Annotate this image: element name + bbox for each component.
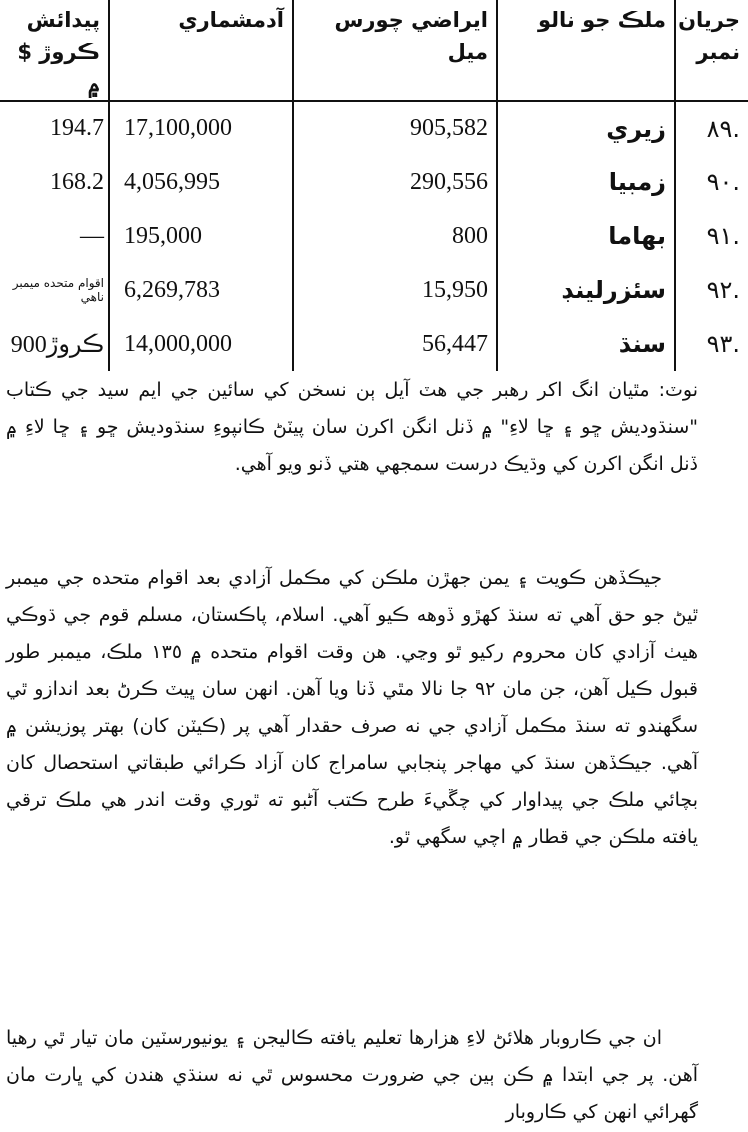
body-paragraph: جيڪڏهن ڪويت ۽ يمن جهڙن ملڪن کي مڪمل آزادي بعد اقوام متحده جي ميمبر ٿيڻ جو حق آهي ته سنڌ کهڙو ڏوهه ڪيو آهي. اسلام، پاڪستان، مسلم قوم جي ڌوڪي هيٺ آزادي کان محروم رکيو ٿو وڃي. هن وقت اقوام متحده ۾ ١٣٥ ملڪ، ميمبر طور قبول ڪيل آهن، جن مان ٩٢ جا نالا مٿي ڏنا ويا آهن. انهن سان ڀيٽ ڪرڻ بعد اندازو ٿي سگهندو ته سنڌ مڪمل آزادي جي نه صرف حقدار آهي پر (ڪيٽن کان) بهتر پوزيشن ۾ آهي. جيڪڏهن سنڌ کي مهاجر پنجابي سامراج کان آزاد ڪرائي طبقاتي استحصال کان بچائي ملڪ جي پيداوار کي چڱيءَ طرح ڪتب آڻبو ته ٿوري وقت اندر هي ملڪ ترقي يافته ملڪن جي قطار ۾ اچي سگهي ٿو. <box>6 567 698 848</box>
cell-population: 14,000,000 <box>109 317 293 371</box>
table-row <box>0 263 748 317</box>
body-paragraph: ان جي ڪاروبار هلائڻ لاءِ هزارها تعليم يافته ڪاليجن ۽ يونيورسٽين مان تيار ٿي رهيا آهن. پر جي ابتدا ۾ ڪن ٻين جي ضرورت محسوس ٿي نه سنڌي هندن کي ڀارت مان گهرائي انهن کي ڪاروبار <box>6 1027 698 1123</box>
cell-country: سئزرلينڊ <box>497 263 675 317</box>
cell-gdp-value: 168.2 <box>50 168 104 195</box>
cell-gdp <box>0 209 109 263</box>
cell-country: زمبيا <box>497 155 675 209</box>
cell-population: 17,100,000 <box>109 101 293 155</box>
table-row <box>0 155 748 209</box>
table-footnote: نوٽ: مٿيان انگ اکر رهبر جي هٽ آيل ٻن نسخن کي سائين جي ايم سيد جي ڪتاب "سنڌوديش ڇو ۽ ڇا لاءِ" ۾ ڏنل انگن اکرن سان پيٽڻ ڪانپوءِ سنڌوديش ڇو ۽ ڇا لاءِ ۾ ڏنل انگن اکرن کي وڌيڪ درست سمجهي هتي ڏنو ويو آهي. <box>6 379 698 475</box>
cell-gdp <box>0 155 109 209</box>
cell-serial: .٩٠ <box>675 155 748 209</box>
cell-gdp-value: 900ڪروڙ <box>10 331 104 358</box>
cell-area: 15,950 <box>293 263 497 317</box>
cell-country: بهاما <box>497 209 675 263</box>
cell-gdp <box>0 263 109 317</box>
table-row <box>0 209 748 263</box>
cell-serial: .٩٣ <box>675 317 748 371</box>
cell-area: 905,582 <box>293 101 497 155</box>
cell-gdp <box>0 317 109 371</box>
cell-gdp <box>0 101 109 155</box>
table-row <box>0 101 748 155</box>
header-area: ايراضي چورس ميل <box>293 0 497 101</box>
header-country: ملڪ جو نالو <box>497 0 675 101</box>
header-population: آدمشماري <box>109 0 293 101</box>
cell-gdp-value: — <box>80 222 104 249</box>
cell-area: 800 <box>293 209 497 263</box>
cell-population: 195,000 <box>109 209 293 263</box>
cell-country: سنڌ <box>497 317 675 371</box>
cell-serial: .٩٢ <box>675 263 748 317</box>
table-header <box>0 0 748 101</box>
cell-population: 4,056,995 <box>109 155 293 209</box>
cell-serial: .٩١ <box>675 209 748 263</box>
header-gdp: پيدائش ڪروڙ $ ۾ <box>0 0 109 101</box>
cell-population: 6,269,783 <box>109 263 293 317</box>
cell-gdp-value: 194.7 <box>50 115 104 141</box>
header-serial: جريان نمبر <box>675 0 748 101</box>
table-row <box>0 317 748 371</box>
cell-gdp-note: اقوام متحده ميمبر ناهي <box>12 276 104 304</box>
header-row <box>0 0 748 101</box>
table-body <box>0 101 748 371</box>
cell-serial: .٨٩ <box>675 101 748 155</box>
cell-country: زيري <box>497 101 675 155</box>
cell-area: 290,556 <box>293 155 497 209</box>
countries-table <box>0 0 748 371</box>
cell-area: 56,447 <box>293 317 497 371</box>
